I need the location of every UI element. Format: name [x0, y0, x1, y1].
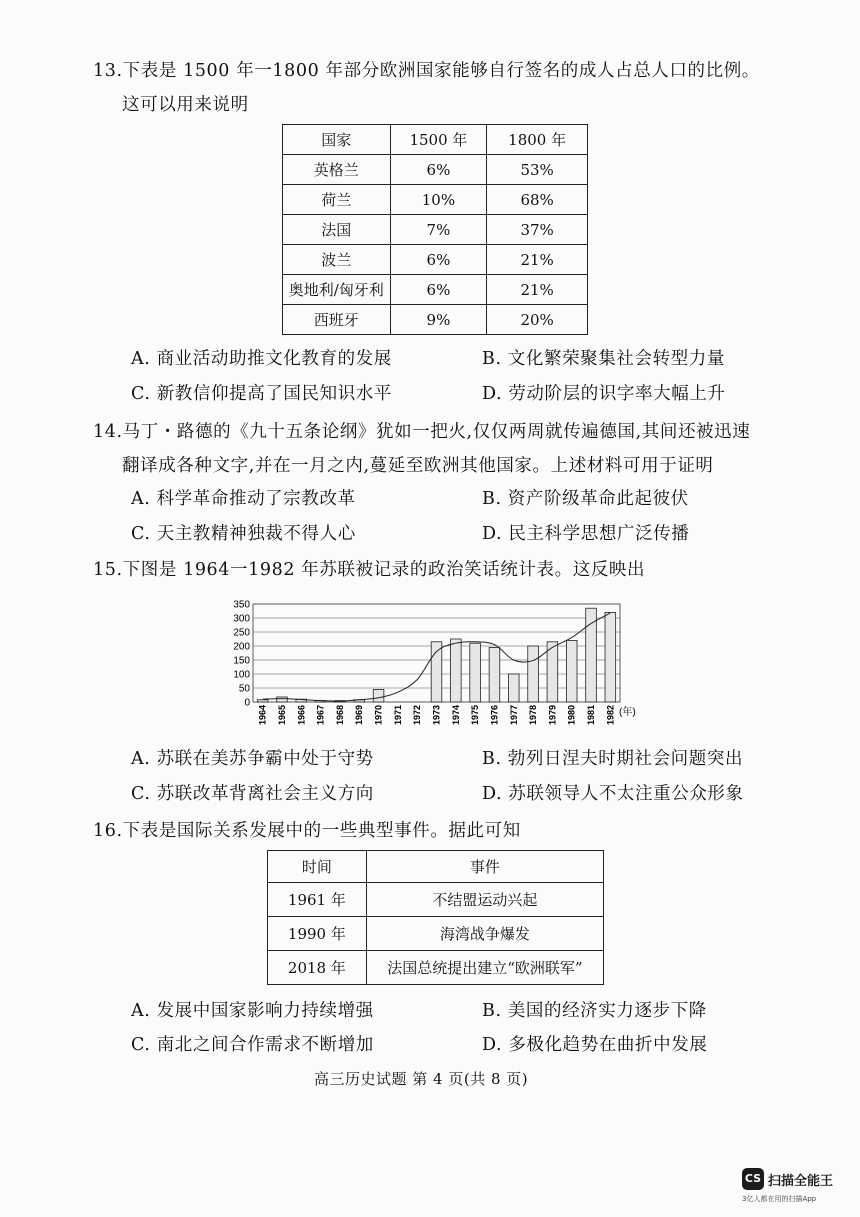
q13-option-c[interactable]: C. 新教信仰提高了国民知识水平 — [131, 384, 392, 404]
chart-bar — [277, 697, 288, 702]
chart-bar — [470, 643, 481, 702]
q14-stem-line2: 翻译成各种文字,并在一月之内,蔓延至欧洲其他国家。上述材料可用于证明 — [122, 456, 714, 476]
q14-option-a[interactable]: A. 科学革命推动了宗教改革 — [131, 489, 356, 509]
chart-bar — [489, 647, 500, 702]
q13-table — [282, 124, 588, 335]
chart-x-ticks — [258, 705, 616, 725]
table-row — [268, 917, 604, 951]
q13-cell: 6% — [390, 155, 487, 185]
q16-table — [267, 850, 604, 985]
page-footer: 高三历史试题 第 4 页(共 8 页) — [314, 1070, 529, 1088]
q16-cell: 法国总统提出建立“欧洲联军” — [366, 951, 603, 985]
chart-x-tick-label: 1977 — [508, 705, 519, 726]
chart-y-ticks — [233, 600, 250, 709]
q16-header-time: 时间 — [268, 851, 367, 883]
q13-option-b[interactable]: B. 文化繁荣聚集社会转型力量 — [482, 349, 725, 369]
table-row — [268, 883, 604, 917]
q13-cell: 英格兰 — [283, 155, 391, 185]
q16-cell: 1961 年 — [268, 883, 367, 917]
q13-cell: 奥地利/匈牙利 — [283, 275, 391, 305]
q16-cell: 不结盟运动兴起 — [366, 883, 603, 917]
q14-option-d[interactable]: D. 民主科学思想广泛传播 — [482, 524, 690, 544]
q13-cell: 6% — [390, 275, 487, 305]
q13-cell: 7% — [390, 215, 487, 245]
chart-x-tick-label: 1971 — [392, 705, 403, 726]
chart-y-tick-label: 350 — [233, 599, 250, 611]
q16-option-b[interactable]: B. 美国的经济实力逐步下降 — [482, 1001, 707, 1021]
q13-cell: 西班牙 — [283, 305, 391, 335]
chart-x-tick-label: 1969 — [354, 705, 365, 726]
q13-cell: 荷兰 — [283, 185, 391, 215]
scanner-watermark — [742, 1168, 842, 1208]
scanner-tagline: 3亿人都在用的扫描App — [742, 1195, 817, 1203]
chart-x-tick-label: 1975 — [470, 705, 481, 726]
jokes-bar-chart — [230, 598, 650, 728]
table-row — [283, 245, 588, 275]
table-row — [268, 951, 604, 985]
chart-x-tick-label: 1968 — [334, 705, 345, 726]
q15-option-a[interactable]: A. 苏联在美苏争霸中处于守势 — [131, 749, 374, 769]
chart-x-tick-label: 1966 — [296, 705, 307, 726]
scanner-logo-icon: CS — [742, 1168, 764, 1190]
chart-y-tick-label: 300 — [233, 613, 250, 625]
chart-bar — [451, 639, 462, 702]
scanner-brand-name: 扫描全能王 — [768, 1174, 834, 1189]
table-row — [283, 215, 588, 245]
chart-x-tick-label: 1973 — [431, 705, 442, 726]
q14-option-c[interactable]: C. 天主教精神独裁不得人心 — [131, 524, 356, 544]
chart-x-tick-label: 1974 — [450, 705, 461, 726]
q13-header-1800: 1800 年 — [487, 125, 588, 155]
q13-cell: 53% — [487, 155, 588, 185]
chart-x-tick-label: 1980 — [566, 705, 577, 726]
chart-x-tick-label: 1976 — [489, 705, 500, 726]
q13-cell: 10% — [390, 185, 487, 215]
q15-option-d[interactable]: D. 苏联领导人不太注重公众形象 — [482, 784, 744, 804]
q16-option-a[interactable]: A. 发展中国家影响力持续增强 — [131, 1001, 374, 1021]
q13-cell: 9% — [390, 305, 487, 335]
chart-x-tick-label: 1967 — [315, 705, 326, 726]
chart-x-tick-label: 1981 — [586, 705, 597, 726]
q15-option-c[interactable]: C. 苏联改革背离社会主义方向 — [131, 784, 374, 804]
chart-bar — [528, 646, 539, 702]
q16-cell: 海湾战争爆发 — [366, 917, 603, 951]
chart-bar — [547, 642, 558, 702]
q13-cell: 21% — [487, 245, 588, 275]
q13-cell: 68% — [487, 185, 588, 215]
q13-header-1500: 1500 年 — [390, 125, 487, 155]
chart-bar — [508, 674, 519, 702]
chart-x-tick-label: 1965 — [276, 705, 287, 726]
chart-x-tick-label: 1978 — [528, 705, 539, 726]
chart-bar — [566, 640, 577, 702]
chart-x-unit: (年) — [619, 707, 636, 718]
chart-bar — [586, 608, 597, 702]
q13-cell: 法国 — [283, 215, 391, 245]
q13-option-d[interactable]: D. 劳动阶层的识字率大幅上升 — [482, 384, 726, 404]
table-row — [283, 305, 588, 335]
chart-y-tick-label: 150 — [233, 655, 250, 667]
q13-cell: 波兰 — [283, 245, 391, 275]
table-row — [283, 155, 588, 185]
chart-bar — [431, 642, 442, 702]
chart-bar — [605, 612, 616, 702]
chart-y-tick-label: 200 — [233, 641, 250, 653]
chart-x-tick-label: 1964 — [257, 705, 268, 726]
chart-x-tick-label: 1979 — [547, 705, 558, 726]
q14-option-b[interactable]: B. 资产阶级革命此起彼伏 — [482, 489, 689, 509]
chart-x-tick-label: 1982 — [605, 705, 616, 726]
chart-y-tick-label: 250 — [233, 627, 250, 639]
q15-option-b[interactable]: B. 勃列日涅夫时期社会问题突出 — [482, 749, 744, 769]
q13-stem-line1: 13.下表是 1500 年一1800 年部分欧洲国家能够自行签名的成人占总人口的比例。 — [93, 61, 760, 81]
chart-bar — [257, 700, 268, 702]
q13-header-country: 国家 — [283, 125, 391, 155]
chart-bar — [373, 689, 384, 702]
q13-cell: 20% — [487, 305, 588, 335]
chart-x-tick-label: 1972 — [412, 705, 423, 726]
q15-stem: 15.下图是 1964一1982 年苏联被记录的政治笑话统计表。这反映出 — [93, 560, 646, 580]
q16-option-c[interactable]: C. 南北之间合作需求不断增加 — [131, 1035, 374, 1055]
q16-cell: 2018 年 — [268, 951, 367, 985]
q13-stem-line2: 这可以用来说明 — [122, 95, 249, 115]
q13-cell: 37% — [487, 215, 588, 245]
table-row — [283, 275, 588, 305]
table-row — [283, 185, 588, 215]
chart-y-tick-label: 100 — [233, 669, 250, 681]
chart-y-tick-label: 0 — [244, 697, 250, 709]
q13-cell: 21% — [487, 275, 588, 305]
q16-header-event: 事件 — [366, 851, 603, 883]
q14-stem-line1: 14.马丁・路德的《九十五条论纲》犹如一把火,仅仅两周就传遍德国,其间还被迅速 — [93, 422, 751, 442]
q16-stem: 16.下表是国际关系发展中的一些典型事件。据此可知 — [93, 821, 521, 841]
chart-y-tick-label: 50 — [238, 683, 250, 695]
chart-x-tick-label: 1970 — [373, 705, 384, 726]
q16-option-d[interactable]: D. 多极化趋势在曲折中发展 — [482, 1035, 708, 1055]
q16-cell: 1990 年 — [268, 917, 367, 951]
q13-cell: 6% — [390, 245, 487, 275]
q13-option-a[interactable]: A. 商业活动助推文化教育的发展 — [131, 349, 392, 369]
